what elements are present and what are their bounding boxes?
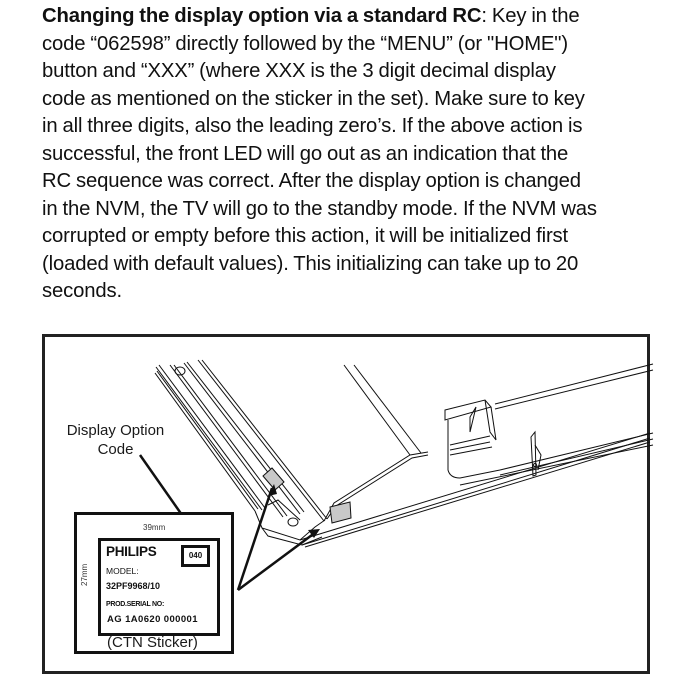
instruction-line-4: code as mentioned on the sticker in the set). Make sure to key (42, 87, 585, 110)
sticker-height-dimension: 27mm (80, 563, 89, 586)
instruction-line-1: Changing the display option via a standard RC: Key in the (42, 5, 580, 27)
sticker-serial-value: AG 1A0620 000001 (107, 614, 198, 625)
instruction-line-6: successful, the front LED will go out as an indication that the (42, 142, 569, 165)
side-clip (531, 432, 541, 476)
top-center-rails (344, 365, 421, 455)
sticker-width-dimension: 39mm (143, 523, 166, 532)
instruction-line-2: code “062598” directly followed by the “MENU” (or "HOME") (42, 32, 568, 55)
instruction-line-9: corrupted or empty before this action, it will be initialized first (42, 225, 569, 247)
callout-label-line2: Code (97, 441, 134, 458)
sticker-brand: PHILIPS (106, 544, 157, 559)
sticker-serial-label: PROD.SERIAL NO: (106, 601, 164, 608)
callout-label-line1: Display Option (66, 422, 165, 439)
instruction-line-8: in the NVM, the TV will go to the standby mode. If the NVM was (42, 197, 597, 220)
left-frame-rails (155, 360, 327, 521)
callout-arrow-patch-right (238, 532, 316, 590)
sticker-model-value: 32PF9968/10 (106, 581, 161, 591)
sticker-model-label: MODEL: (106, 566, 139, 576)
mounting-bracket (445, 400, 500, 478)
sticker-caption: (CTN Sticker) (107, 634, 198, 651)
display-option-code-box: 040 (181, 545, 210, 567)
instruction-line-7: RC sequence was correct. After the display option is changed (42, 170, 581, 192)
instruction-line-10: (loaded with default values). This initializing can take up to 20 (42, 252, 579, 275)
instruction-line-3: button and “XXX” (where XXX is the 3 digit decimal display (42, 60, 556, 82)
instruction-line-11: seconds. (42, 280, 122, 302)
instruction-lead: Changing the display option via a standard RC (42, 5, 482, 27)
instruction-line-5: in all three digits, also the leading zero’s. If the above action is (42, 115, 583, 137)
callout-arrow-patch-left (238, 488, 272, 590)
